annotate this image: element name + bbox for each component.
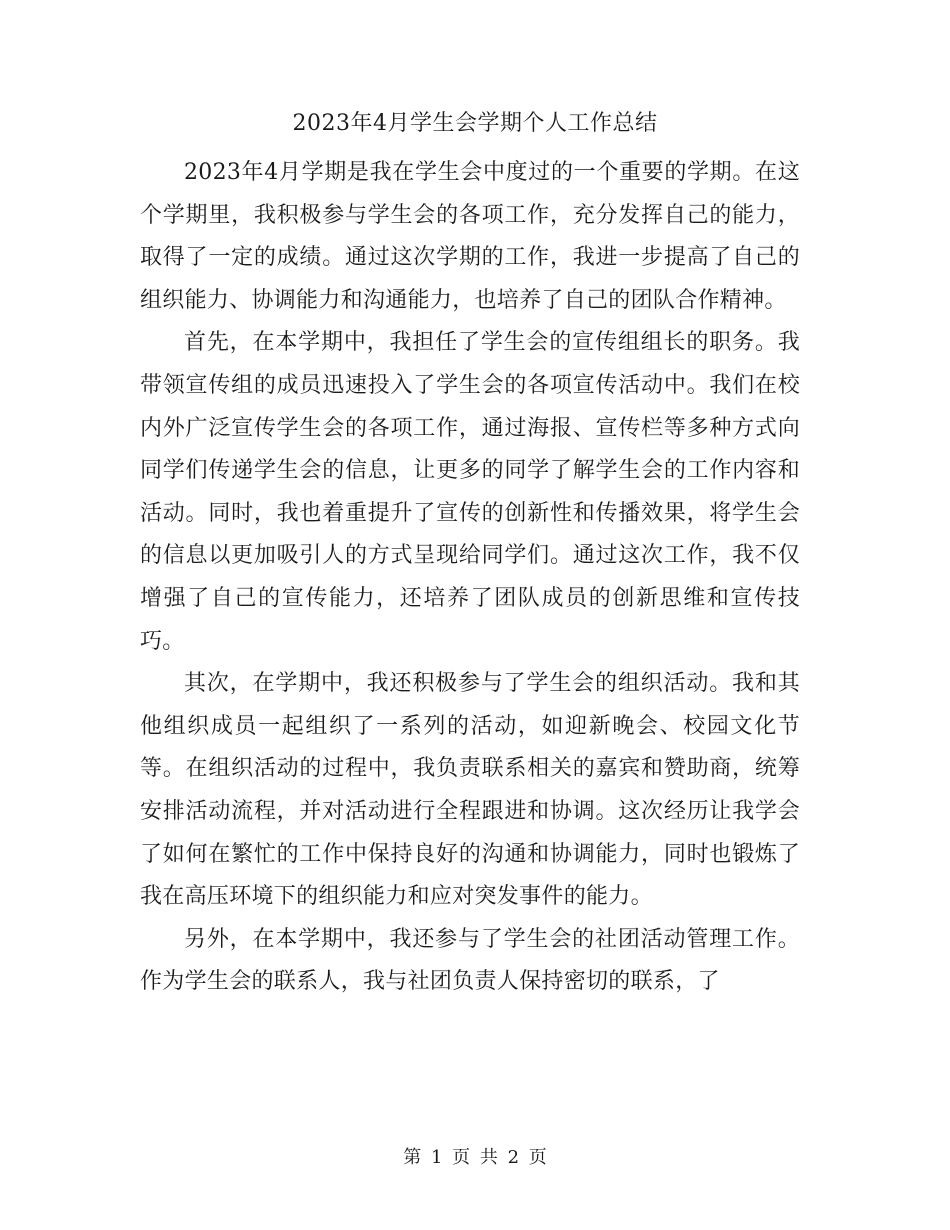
paragraph-2: 首先，在本学期中，我担任了学生会的宣传组组长的职务。我带领宣传组的成员迅速投入了学生会的各项宣传活动中。我们在校内外广泛宣传学生会的各项工作，通过海报、宣传栏等多种方式向同学们传递学生会的信息，让更多的同学了解学生会的工作内容和活动。同时，我也着重提升了宣传的创新性和传播效果，将学生会的信息以更加吸引人的方式呈现给同学们。通过这次工作，我不仅增强了自己的宣传能力，还培养了团队成员的创新思维和宣传技巧。 xyxy=(140,330,800,654)
paragraph-3: 其次，在学期中，我还积极参与了学生会的组织活动。我和其他组织成员一起组织了一系列的活动，如迎新晚会、校园文化节等。在组织活动的过程中，我负责联系相关的嘉宾和赞助商，统筹安排活动流程，并对活动进行全程跟进和协调。这次经历让我学会了如何在繁忙的工作中保持良好的沟通和协调能力，同时也锻炼了我在高压环境下的组织能力和应对突发事件的能力。 xyxy=(140,671,800,910)
paragraph-4: 另外，在本学期中，我还参与了学生会的社团活动管理工作。作为学生会的联系人，我与社团负责人保持密切的联系，了 xyxy=(140,926,800,995)
document-body xyxy=(140,152,800,1004)
paragraph-1: 2023年4月学期是我在学生会中度过的一个重要的学期。在这个学期里，我积极参与学生会的各项工作，充分发挥自己的能力，取得了一定的成绩。通过这次学期的工作，我进一步提高了自己的组织能力、协调能力和沟通能力，也培养了自己的团队合作精神。 xyxy=(140,160,800,313)
page-number-footer: 第 1 页 共 2 页 xyxy=(403,1147,547,1168)
document-title: 2023年4月学生会学期个人工作总结 xyxy=(292,111,658,136)
